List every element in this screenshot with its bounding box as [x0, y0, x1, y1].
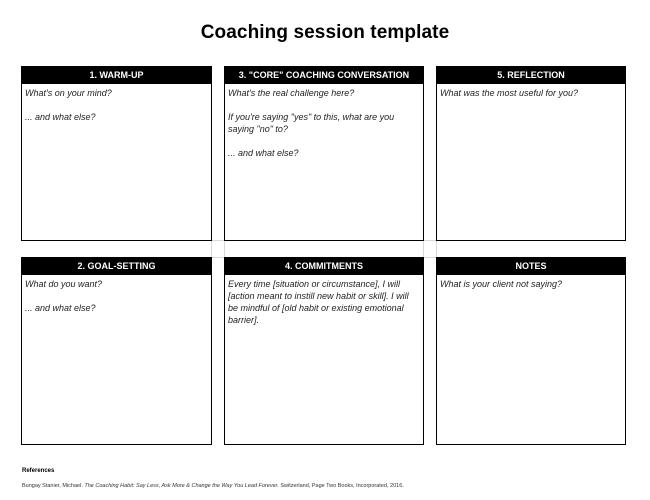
goal-setting-followup: ... and what else?: [25, 303, 96, 313]
goal-setting-section: [21, 257, 212, 445]
reflection-heading: 5. REFLECTION: [437, 67, 625, 84]
reference-publisher: Switzerland, Page Two Books, Incorporated, 2016.: [280, 483, 404, 489]
notes-question: What is your client not saying?: [440, 279, 563, 289]
commitments-statement: Every time [situation or circumstance], I will [action meant to instill new habit or skill]. I will be mindful of [old habit or existing emotional barrier].: [228, 279, 409, 325]
warm-up-heading: 1. WARM-UP: [22, 67, 211, 84]
core-conversation-heading: 3. "CORE" COACHING CONVERSATION: [225, 67, 423, 84]
core-followup: ... and what else?: [228, 148, 299, 158]
commitments-section: [224, 257, 424, 445]
reference-author: Bungay Stanier, Michael.: [22, 483, 83, 489]
reflection-question: What was the most useful for you?: [440, 88, 579, 98]
reference-citation: [22, 483, 404, 489]
references-label: References: [22, 468, 55, 474]
reflection-section: [436, 66, 626, 241]
notes-section: [436, 257, 626, 445]
core-question-1: What's the real challenge here?: [228, 88, 355, 98]
goal-setting-question: What do you want?: [25, 279, 103, 289]
warm-up-followup: ... and what else?: [25, 112, 96, 122]
core-question-2: If you're saying "yes" to this, what are you saying "no" to?: [228, 112, 395, 134]
core-conversation-section: [224, 66, 424, 241]
warm-up-question: What's on your mind?: [25, 88, 112, 98]
page-title: Coaching session template: [200, 22, 450, 43]
goal-setting-heading: 2. GOAL-SETTING: [22, 258, 211, 275]
reference-book-title: The Coaching Habit: Say Less, Ask More & Change the Way You Lead Forever.: [84, 483, 279, 489]
commitments-heading: 4. COMMITMENTS: [225, 258, 423, 275]
warm-up-section: [21, 66, 212, 241]
notes-heading: NOTES: [437, 258, 625, 275]
